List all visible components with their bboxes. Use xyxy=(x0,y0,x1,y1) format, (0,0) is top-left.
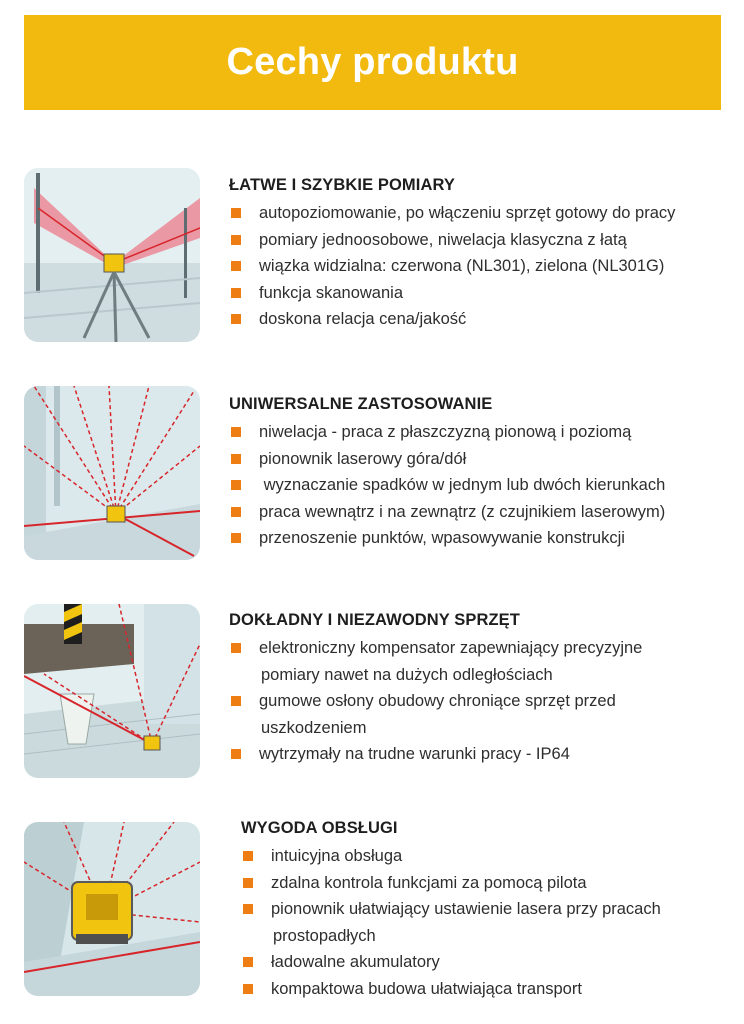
list-item: praca wewnątrz i na zewnątrz (z czujnikiem laserowym) xyxy=(229,499,665,526)
list-item: pionownik laserowy góra/dół xyxy=(229,446,665,473)
bullet-icon xyxy=(231,454,241,464)
list-item: elektroniczny kompensator zapewniający precyzyjne pomiary nawet na dużych odległościach xyxy=(229,635,642,688)
list-item: niwelacja - praca z płaszczyzną pionową i poziomą xyxy=(229,419,665,446)
page-title: Cechy produktu xyxy=(226,41,519,83)
bullet-icon xyxy=(231,643,241,653)
list-item: pionownik ułatwiający ustawienie lasera przy pracach prostopadłych xyxy=(241,896,661,949)
bullet-icon xyxy=(243,904,253,914)
bullet-icon xyxy=(231,507,241,517)
list-item: doskona relacja cena/jakość xyxy=(229,306,675,333)
feature-text xyxy=(229,176,675,333)
illustration-laser-construction xyxy=(24,604,200,778)
bullet-icon xyxy=(231,427,241,437)
title-banner xyxy=(24,15,721,110)
section-heading: UNIWERSALNE ZASTOSOWANIE xyxy=(229,395,493,413)
bullet-icon xyxy=(231,533,241,543)
list-item: pomiary jednoosobowe, niwelacja klasyczna z łatą xyxy=(229,227,675,254)
list-item: zdalna kontrola funkcjami za pomocą pilota xyxy=(241,870,661,897)
feature-text xyxy=(229,395,665,552)
feature-text xyxy=(241,819,661,1003)
list-item: kompaktowa budowa ułatwiająca transport xyxy=(241,976,661,1003)
bullet-icon xyxy=(231,314,241,324)
section-heading: WYGODA OBSŁUGI xyxy=(241,819,398,837)
illustration-laser-closeup xyxy=(24,822,200,996)
feature-text xyxy=(229,611,642,768)
bullet-icon xyxy=(231,749,241,759)
section-heading: DOKŁADNY I NIEZAWODNY SPRZĘT xyxy=(229,611,520,629)
bullet-icon xyxy=(243,878,253,888)
list-item: wiązka widzialna: czerwona (NL301), zielona (NL301G) xyxy=(229,253,675,280)
bullet-icon xyxy=(231,696,241,706)
illustration-laser-tripod xyxy=(24,168,200,342)
feature-list xyxy=(241,843,661,1003)
feature-list xyxy=(229,419,665,552)
bullet-icon xyxy=(243,851,253,861)
bullet-icon xyxy=(231,480,241,490)
bullet-icon xyxy=(231,261,241,271)
list-item: gumowe osłony obudowy chroniące sprzęt przed uszkodzeniem xyxy=(229,688,642,741)
list-item: autopoziomowanie, po włączeniu sprzęt gotowy do pracy xyxy=(229,200,675,227)
section-heading: ŁATWE I SZYBKIE POMIARY xyxy=(229,176,455,194)
bullet-icon xyxy=(243,957,253,967)
bullet-icon xyxy=(231,208,241,218)
bullet-icon xyxy=(231,235,241,245)
feature-list xyxy=(229,200,675,333)
bullet-icon xyxy=(231,288,241,298)
feature-list xyxy=(229,635,642,768)
illustration-laser-room xyxy=(24,386,200,560)
list-item: ładowalne akumulatory xyxy=(241,949,661,976)
bullet-icon xyxy=(243,984,253,994)
list-item: wytrzymały na trudne warunki pracy - IP64 xyxy=(229,741,642,768)
list-item: funkcja skanowania xyxy=(229,280,675,307)
list-item: intuicyjna obsługa xyxy=(241,843,661,870)
list-item: przenoszenie punktów, wpasowywanie konstrukcji xyxy=(229,525,665,552)
list-item: wyznaczanie spadków w jednym lub dwóch kierunkach xyxy=(229,472,665,499)
